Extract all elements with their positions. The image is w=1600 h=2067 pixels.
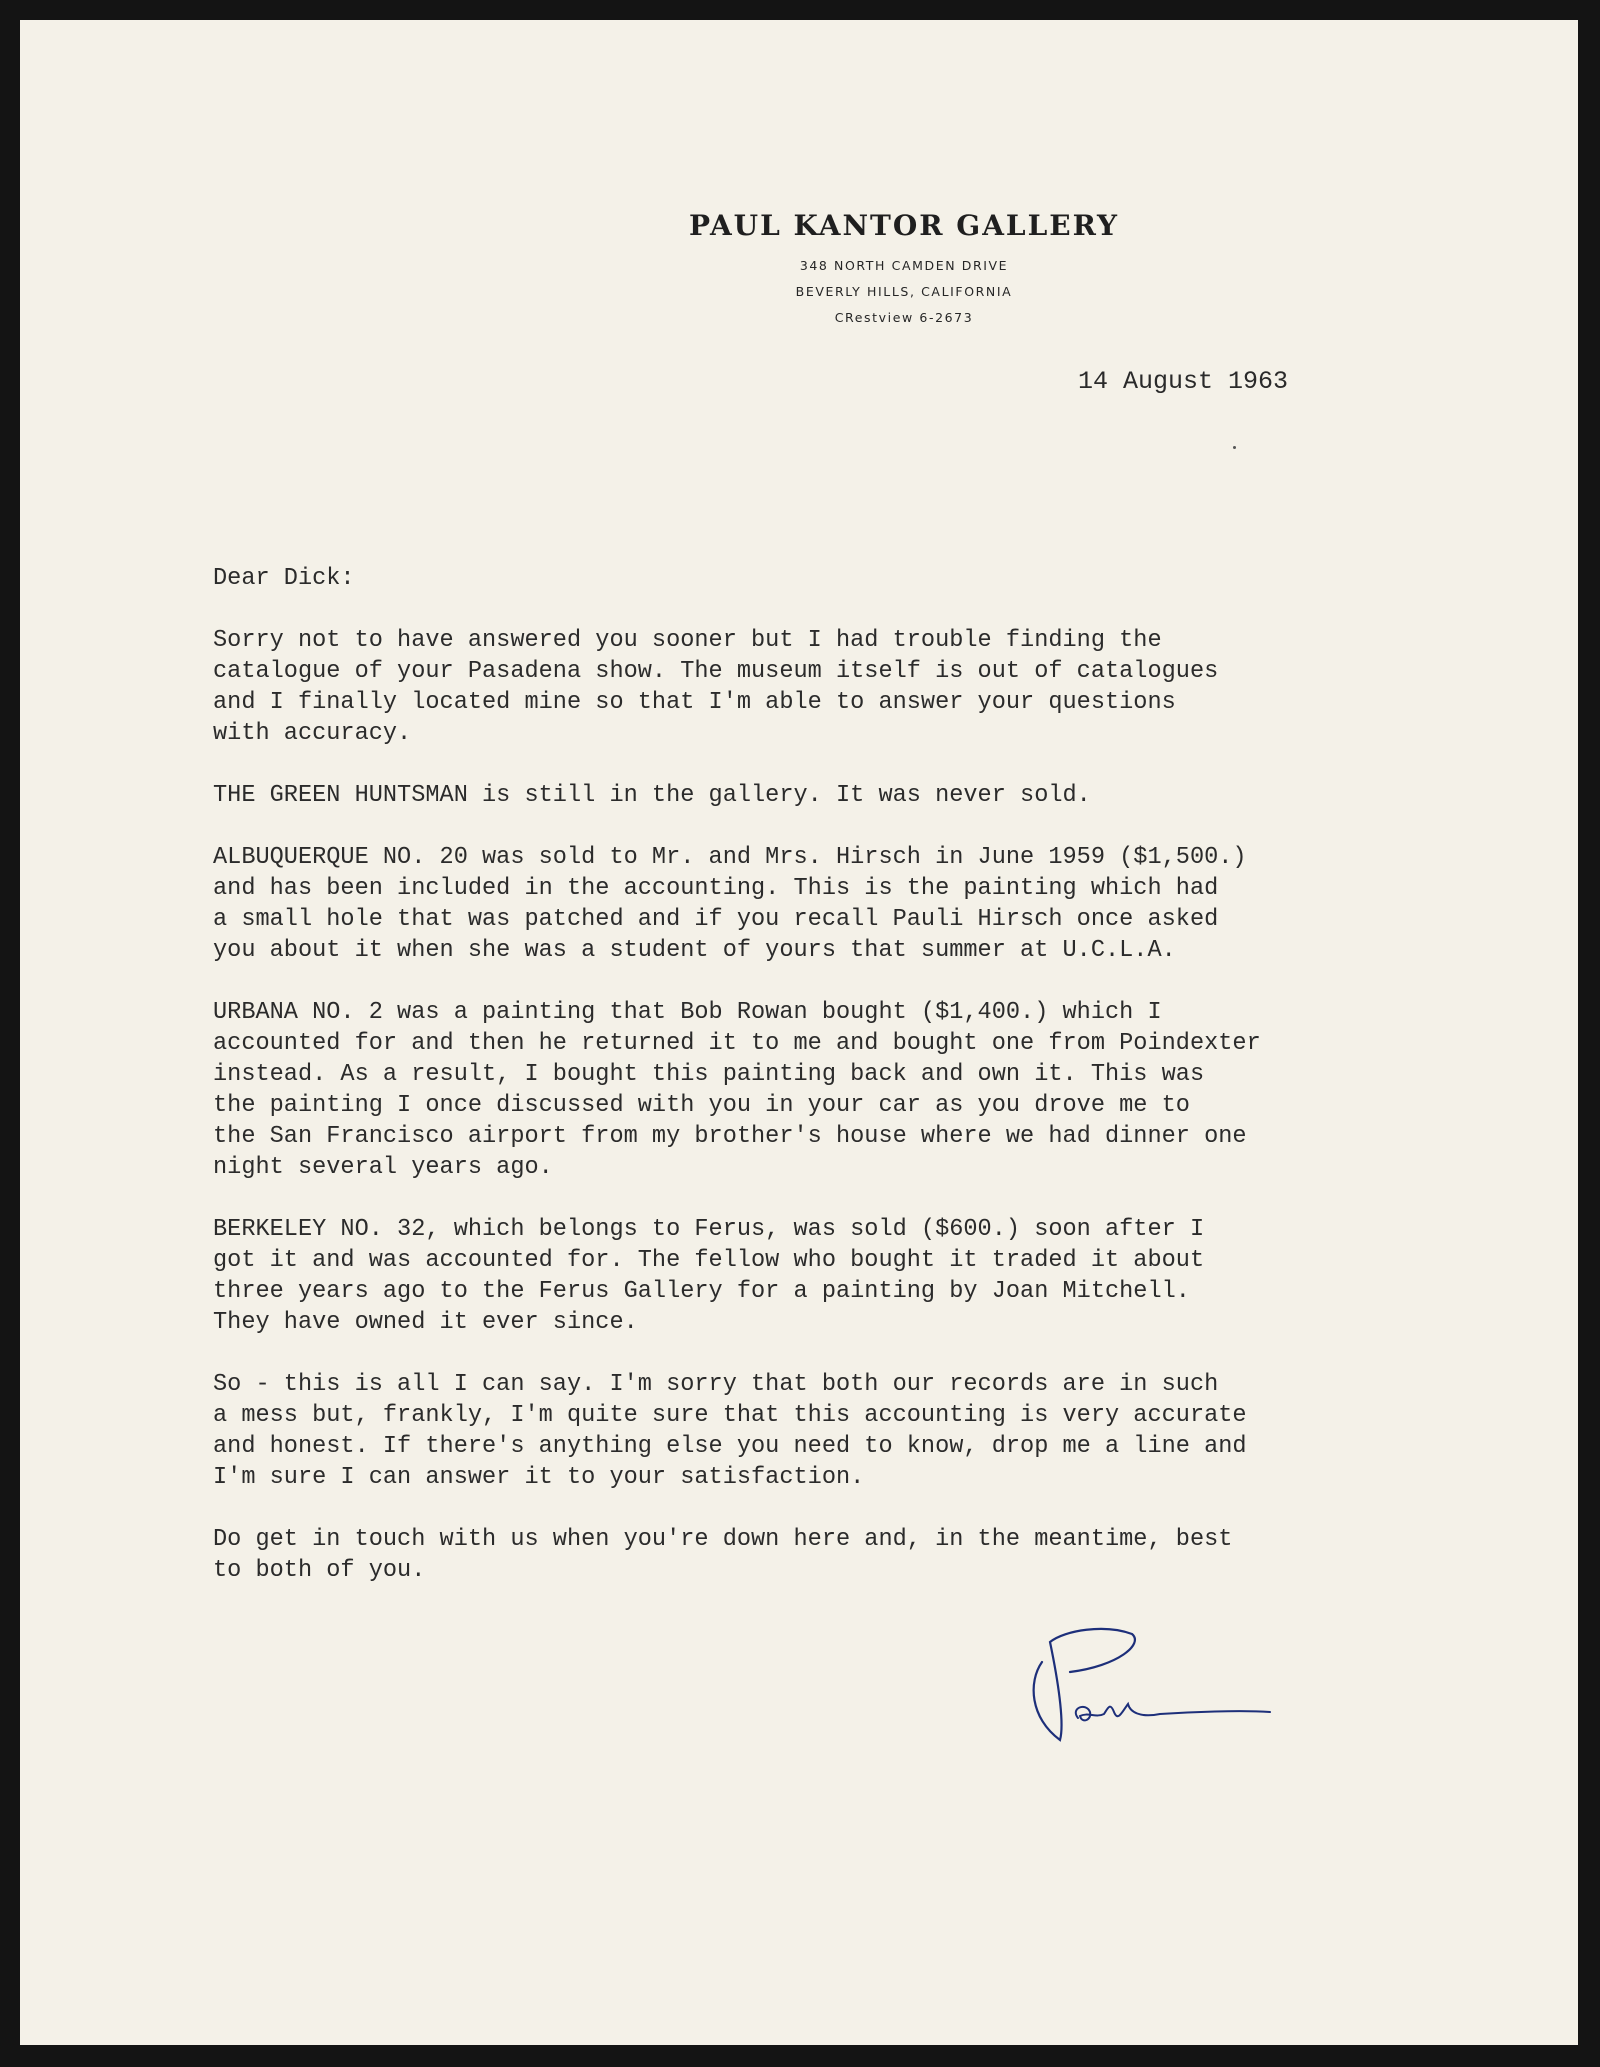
text-line: ALBUQUERQUE NO. 20 was sold to Mr. and Mrs. Hirsch in June 1959 ($1,500.) <box>213 844 1247 871</box>
paragraph-albuquerque <box>213 842 1553 966</box>
text-line: I'm sure I can answer it to your satisfaction. <box>213 1464 865 1491</box>
text-line: Do get in touch with us when you're down here and, in the meantime, best <box>213 1526 1233 1553</box>
text-line: and I finally located mine so that I'm able to answer your questions <box>213 689 1176 716</box>
text-line: catalogue of your Pasadena show. The museum itself is out of catalogues <box>213 658 1219 685</box>
text-line: you about it when she was a student of yours that summer at U.C.L.A. <box>213 937 1176 964</box>
signature-stroke-p <box>1034 1629 1135 1740</box>
text-line: BERKELEY NO. 32, which belongs to Ferus, was sold ($600.) soon after I <box>213 1216 1205 1243</box>
letter-date: 14 August 1963 <box>1078 367 1289 396</box>
text-line: THE GREEN HUNTSMAN is still in the gallery. It was never sold. <box>213 782 1091 809</box>
signature-stroke-aul <box>1076 1704 1270 1720</box>
paragraph-urbana <box>213 997 1553 1183</box>
paragraph-records <box>213 1369 1553 1493</box>
phone-number: CRestview 6-2673 <box>834 310 974 325</box>
paragraph-apology <box>213 625 1553 749</box>
letter-body <box>213 563 1553 1586</box>
paragraph-closing <box>213 1524 1553 1586</box>
text-line: They have owned it ever since. <box>213 1309 638 1336</box>
paragraph-berkeley <box>213 1214 1553 1338</box>
text-line: got it and was accounted for. The fellow who bought it traded it about <box>213 1247 1205 1274</box>
address-street: 348 NORTH CAMDEN DRIVE <box>799 258 1009 273</box>
text-line: a mess but, frankly, I'm quite sure that this accounting is very accurate <box>213 1402 1247 1429</box>
letterhead <box>20 210 1578 331</box>
paragraph-green-huntsman <box>213 780 1553 811</box>
text-line: So - this is all I can say. I'm sorry that both our records are in such <box>213 1371 1219 1398</box>
text-line: night several years ago. <box>213 1154 553 1181</box>
salutation: Dear Dick: <box>213 565 355 592</box>
text-line: to both of you. <box>213 1557 426 1584</box>
signature <box>1020 1600 1290 1750</box>
stray-mark <box>1233 446 1236 449</box>
text-line: instead. As a result, I bought this painting back and own it. This was <box>213 1061 1205 1088</box>
text-line: Sorry not to have answered you sooner but I had trouble finding the <box>213 627 1162 654</box>
text-line: and honest. If there's anything else you need to know, drop me a line and <box>213 1433 1247 1460</box>
text-line: URBANA NO. 2 was a painting that Bob Rowan bought ($1,400.) which I <box>213 999 1162 1026</box>
address-city: BEVERLY HILLS, CALIFORNIA <box>795 284 1013 299</box>
text-line: the painting I once discussed with you in your car as you drove me to <box>213 1092 1190 1119</box>
text-line: a small hole that was patched and if you recall Pauli Hirsch once asked <box>213 906 1219 933</box>
text-line: three years ago to the Ferus Gallery for a painting by Joan Mitchell. <box>213 1278 1190 1305</box>
text-line: accounted for and then he returned it to me and bought one from Poindexter <box>213 1030 1261 1057</box>
gallery-name: PAUL KANTOR GALLERY <box>688 209 1120 242</box>
text-line: and has been included in the accounting. This is the painting which had <box>213 875 1219 902</box>
text-line: the San Francisco airport from my brother's house where we had dinner one <box>213 1123 1247 1150</box>
text-line: with accuracy. <box>213 720 412 747</box>
letter-page <box>20 20 1578 2045</box>
